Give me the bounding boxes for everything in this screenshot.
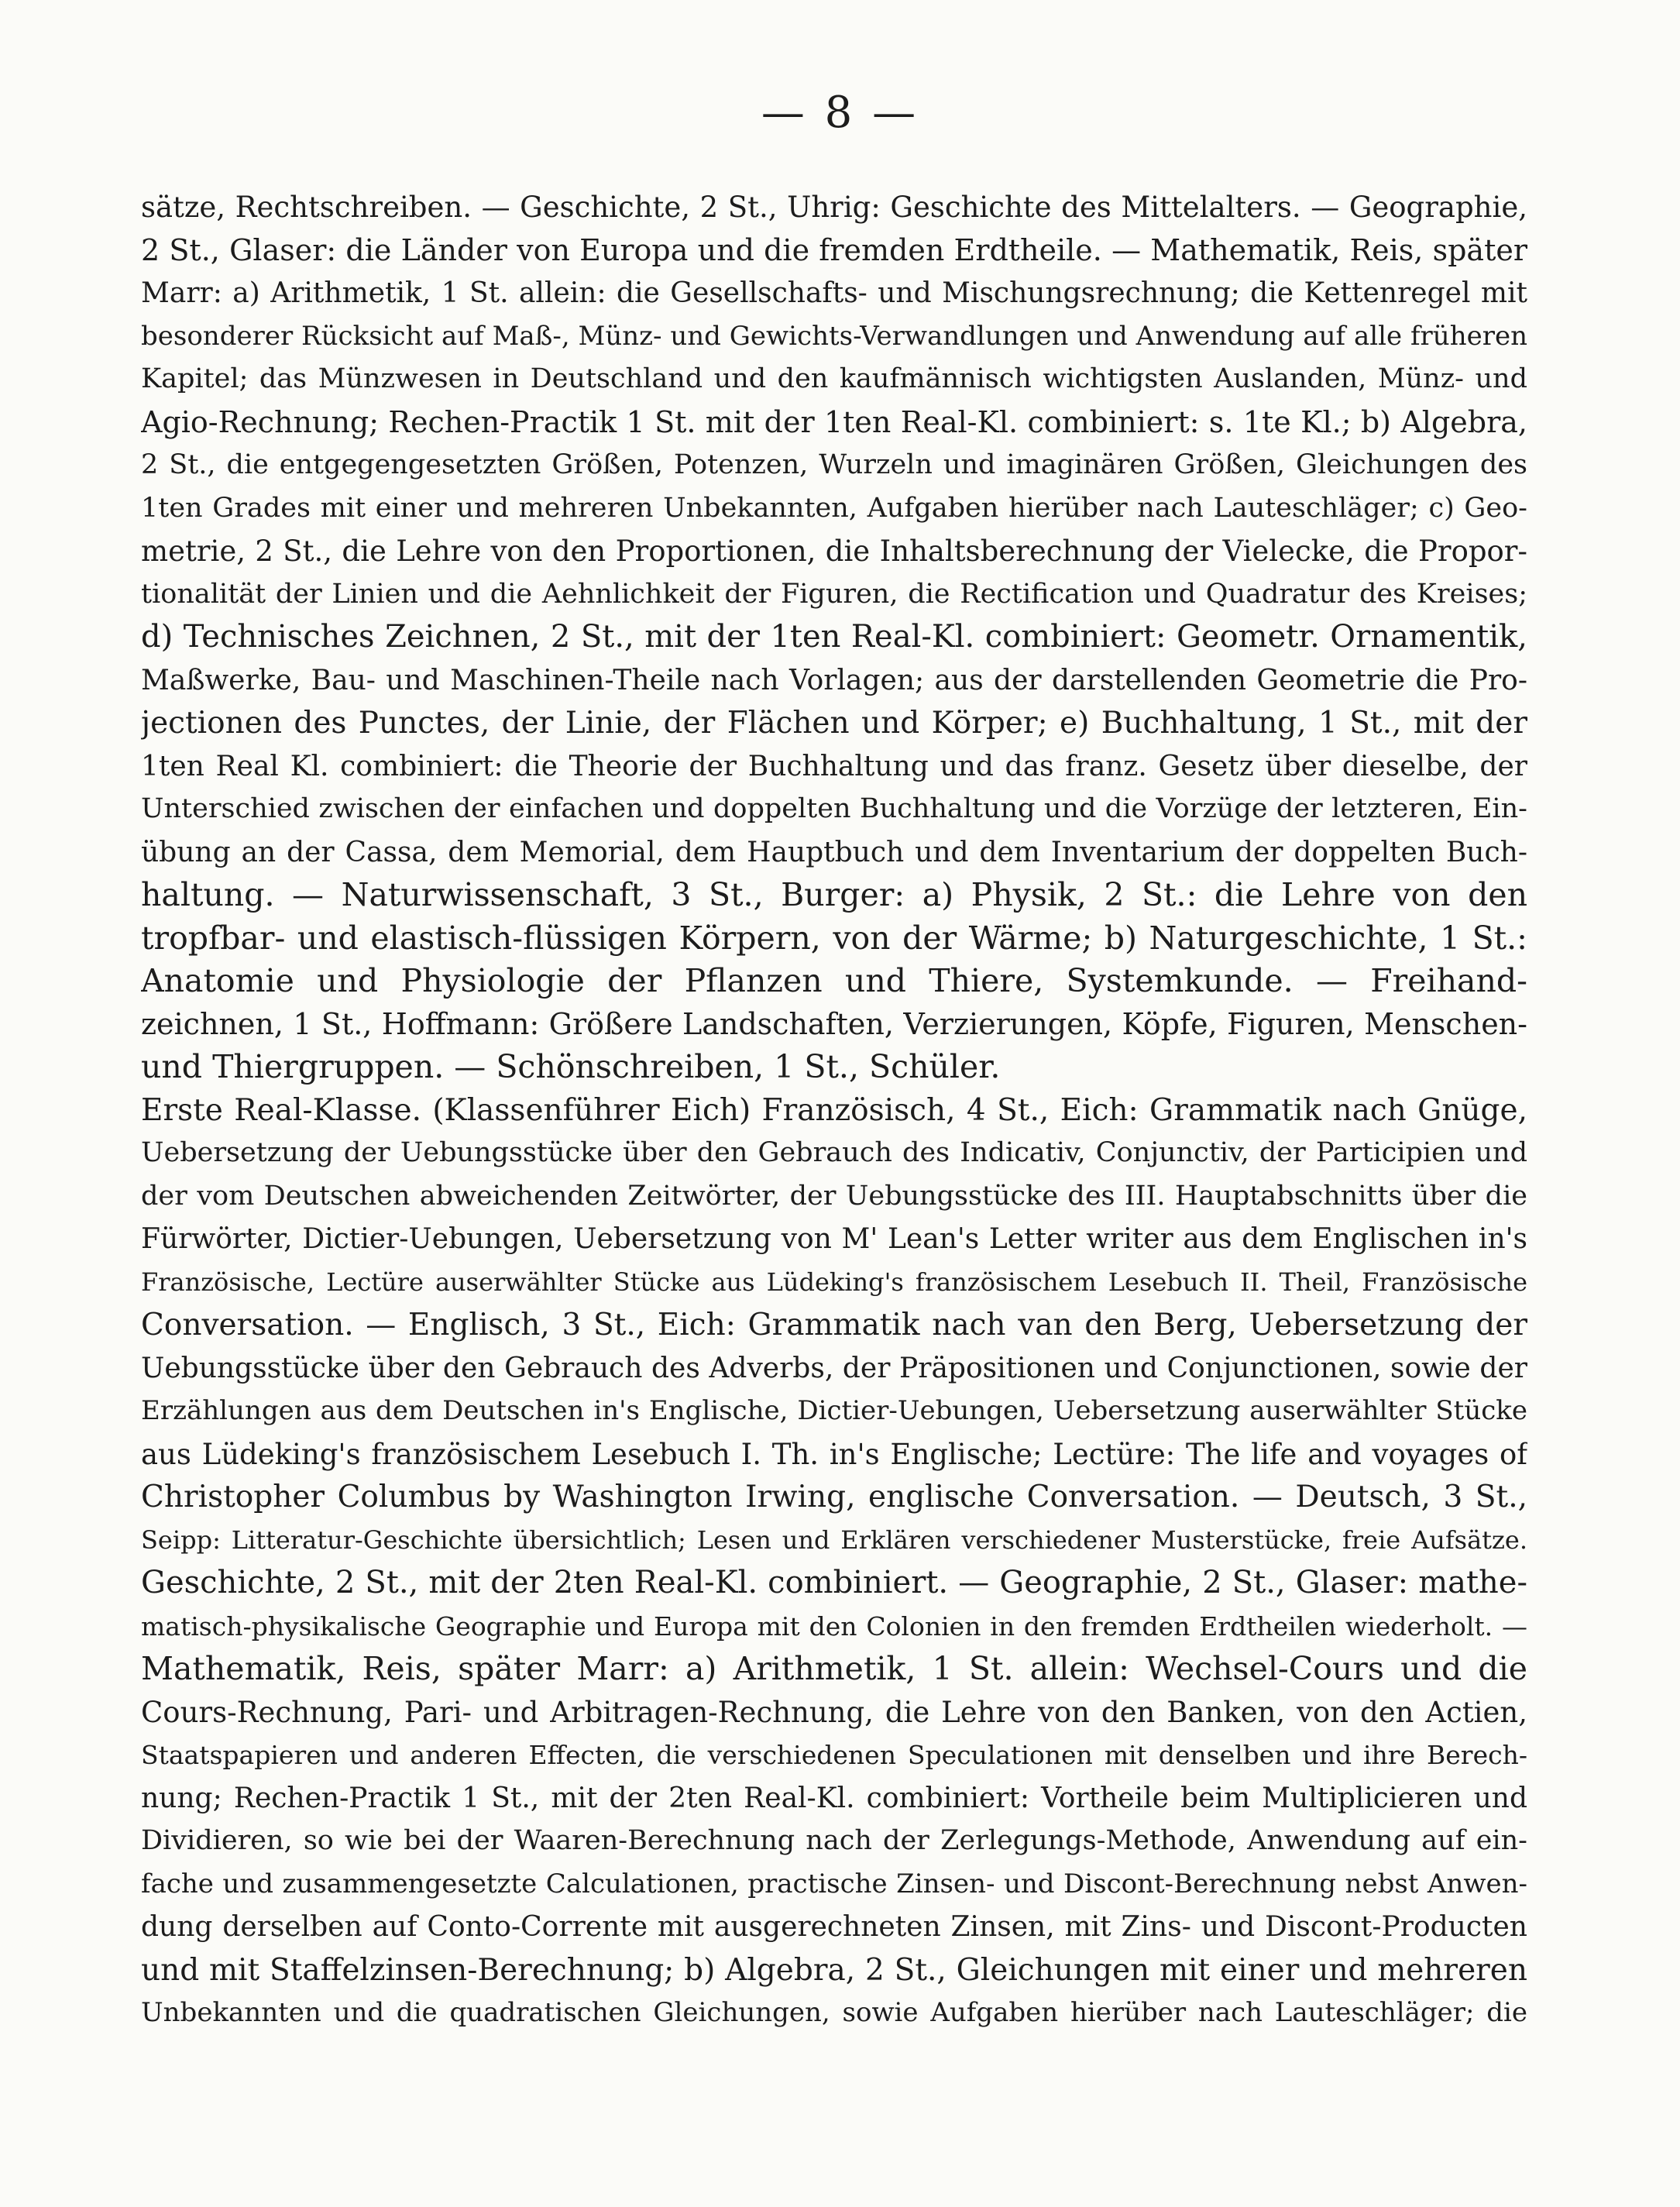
text-line: Cours-Rechnung, Pari- und Arbitragen-Rechnung, die Lehre von den Banken, von den Actien, [141,1695,1527,1729]
text-line: der vom Deutschen abweichenden Zeitwörter, der Uebungsstücke des III. Hauptabschnitts über die [141,1180,1527,1212]
text-line: Französische, Lectüre auserwählter Stücke aus Lüdeking's französischem Lesebuch II. Theil, Französische [141,1267,1527,1297]
text-line: dung derselben auf Conto-Corrente mit ausgerechneten Zinsen, mit Zins- und Discont-Producten [141,1911,1527,1943]
page-number: — 8 — [761,88,919,138]
text-line: jectionen des Punctes, der Linie, der Flächen und Körper; e) Buchhaltung, 1 St., mit der [141,706,1527,741]
text-line: Staatspapieren und anderen Effecten, die verschiedenen Speculationen mit denselben und ihre Berech- [141,1740,1527,1770]
text-line: Seipp: Litteratur-Geschichte übersichtlich; Lesen und Erklären verschiedener Musterstücke, freie Aufsätze. [141,1525,1527,1555]
text-line: Geschichte, 2 St., mit der 2ten Real-Kl. combiniert. — Geographie, 2 St., Glaser: mathe- [141,1565,1527,1600]
body-text [141,186,1527,2035]
text-line: metrie, 2 St., die Lehre von den Proportionen, die Inhaltsberechnung der Vielecke, die Propor- [141,535,1527,568]
text-line: sätze, Rechtschreiben. — Geschichte, 2 St., Uhrig: Geschichte des Mittelalters. — Geographie, [141,191,1527,224]
text-line: Maßwerke, Bau- und Maschinen-Theile nach Vorlagen; aus der darstellenden Geometrie die Pro- [141,664,1527,696]
text-line: tionalität der Linien und die Aehnlichkeit der Figuren, die Rectification und Quadratur des Kreises; [141,578,1527,610]
text-line: Fürwörter, Dictier-Uebungen, Uebersetzung von M' Lean's Letter writer aus dem Englischen in's [141,1223,1527,1255]
text-line: Dividieren, so wie bei der Waaren-Berechnung nach der Zerlegungs-Methode, Anwendung auf ein- [141,1825,1527,1856]
text-line: Unterschied zwischen der einfachen und doppelten Buchhaltung und die Vorzüge der letzteren, Ein- [141,793,1527,824]
text-line: Anatomie und Physiologie der Pflanzen und Thiere, Systemkunde. — Freihand- [141,962,1527,999]
section-heading-line: Erste Real-Klasse. (Klassenführer Eich) Französisch, 4 St., Eich: Grammatik nach Gnüge, [141,1092,1527,1128]
text-line: Erzählungen aus dem Deutschen in's Englische, Dictier-Uebungen, Uebersetzung auserwählter Stücke [141,1395,1527,1426]
text-line: und Thiergruppen. — Schönschreiben, 1 St., Schüler. [141,1048,1001,1085]
text-line: haltung. — Naturwissenschaft, 3 St., Burger: a) Physik, 2 St.: die Lehre von den [141,876,1527,913]
text-line: 1ten Grades mit einer und mehreren Unbekannten, Aufgaben hierüber nach Lauteschläger; c) Geo- [141,492,1527,524]
text-line: Christopher Columbus by Washington Irwing, englische Conversation. — Deutsch, 3 St., [141,1480,1527,1514]
text-line: Unbekannten und die quadratischen Gleichungen, sowie Aufgaben hierüber nach Lauteschläger; die [141,1997,1527,2028]
text-line: zeichnen, 1 St., Hoffmann: Größere Landschaften, Verzierungen, Köpfe, Figuren, Menschen- [141,1006,1527,1041]
text-line: Agio-Rechnung; Rechen-Practik 1 St. mit der 1ten Real-Kl. combiniert: s. 1te Kl.; b) Algebra, [141,404,1527,439]
text-line: übung an der Cassa, dem Memorial, dem Hauptbuch und dem Inventarium der doppelten Buch- [141,836,1527,868]
text-line: nung; Rechen-Practik 1 St., mit der 2ten Real-Kl. combiniert: Vortheile beim Multiplicieren und [141,1782,1527,1814]
text-line: aus Lüdeking's französischem Lesebuch I. Th. in's Englische; Lectüre: The life and voyages of [141,1437,1527,1471]
text-line: tropfbar- und elastisch-flüssigen Körpern, von der Wärme; b) Naturgeschichte, 1 St.: [141,919,1527,957]
text-line: d) Technisches Zeichnen, 2 St., mit der 1ten Real-Kl. combiniert: Geometr. Ornamentik, [141,619,1527,655]
text-line: Marr: a) Arithmetik, 1 St. allein: die Gesellschafts- und Mischungsrechnung; die Kettenregel mit [141,277,1527,309]
text-line: Kapitel; das Münzwesen in Deutschland und den kaufmännisch wichtigsten Auslanden, Münz- und [141,363,1527,394]
text-line: Conversation. — Englisch, 3 St., Eich: Grammatik nach van den Berg, Uebersetzung der [141,1308,1527,1342]
text-line: Mathematik, Reis, später Marr: a) Arithmetik, 1 St. allein: Wechsel-Cours und die [141,1650,1527,1687]
text-line: 2 St., Glaser: die Länder von Europa und die fremden Erdtheile. — Mathematik, Reis, später [141,232,1527,267]
text-line: und mit Staffelzinsen-Berechnung; b) Algebra, 2 St., Gleichungen mit einer und mehreren [141,1952,1527,1988]
text-line: 2 St., die entgegengesetzten Größen, Potenzen, Wurzeln und imaginären Größen, Gleichungen des [141,449,1527,480]
text-line: besonderer Rücksicht auf Maß-, Münz- und Gewichts-Verwandlungen und Anwendung auf alle früheren [141,320,1527,352]
text-line: 1ten Real Kl. combiniert: die Theorie der Buchhaltung und das franz. Gesetz über dieselbe, der [141,750,1527,782]
text-line: fache und zusammengesetzte Calculationen, practische Zinsen- und Discont-Berechnung nebst Anwen- [141,1868,1527,1899]
text-line: Uebungsstücke über den Gebrauch des Adverbs, der Präpositionen und Conjunctionen, sowie der [141,1352,1527,1384]
text-line: matisch-physikalische Geographie und Europa mit den Colonien in den fremden Erdtheilen wiederholt. — [141,1611,1527,1641]
text-line: Uebersetzung der Uebungsstücke über den Gebrauch des Indicativ, Conjunctiv, der Participien und [141,1137,1527,1168]
